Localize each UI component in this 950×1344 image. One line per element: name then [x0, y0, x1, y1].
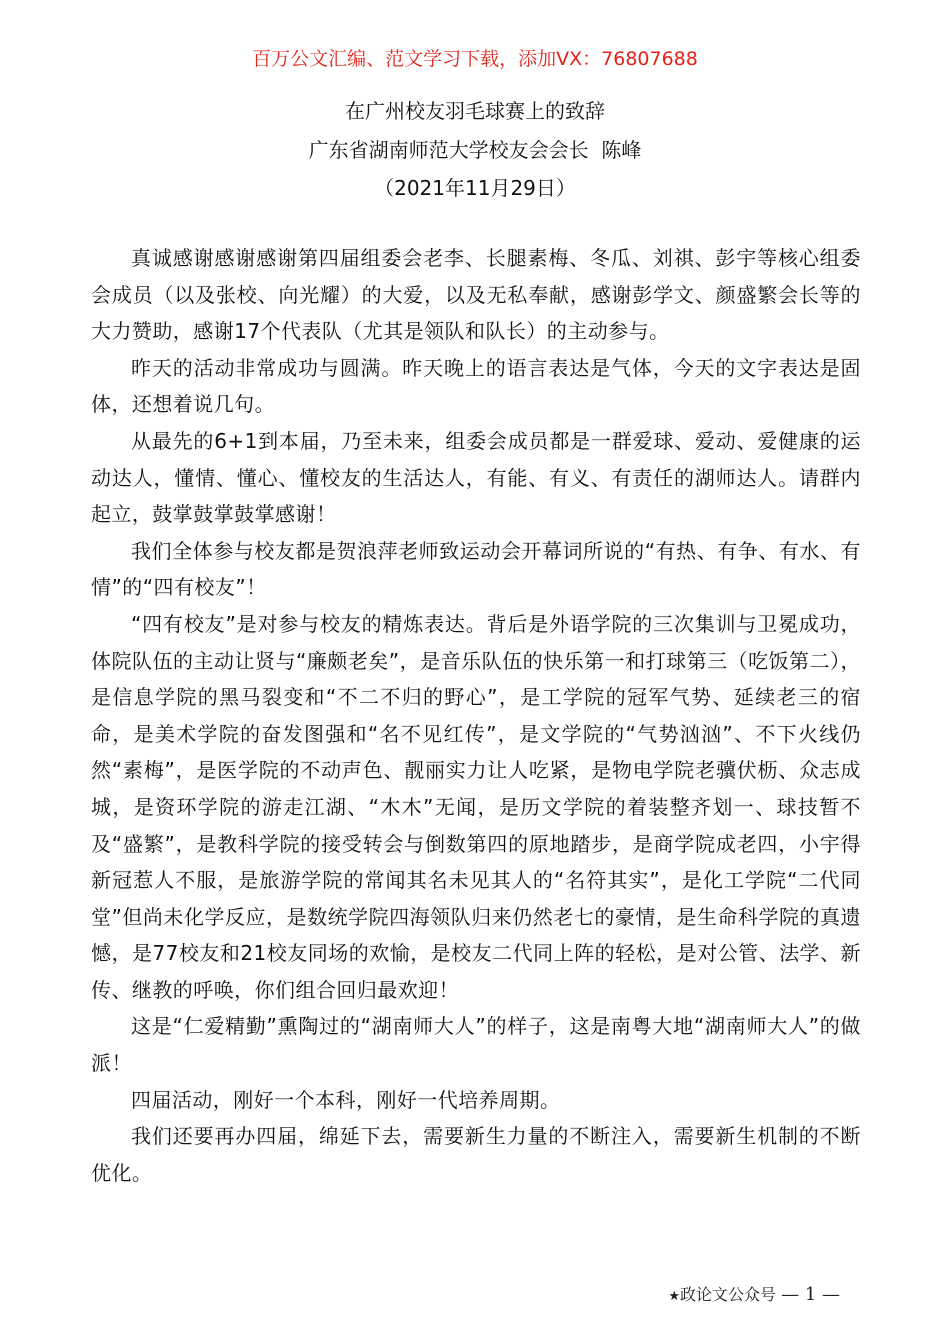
- speech-author: 广东省湖南师范大学校友会会长 陈峰: [308, 138, 642, 162]
- body-paragraph-3: 从最先的6+1到本届，乃至未来，组委会成员都是一群爱球、爱动、爱健康的运动达人，懂情、懂心、懂校友的生活达人，有能、有义、有责任的湖师达人。请群内起立，鼓掌鼓掌鼓掌感谢！: [91, 428, 861, 527]
- page-footer: [668, 1283, 840, 1309]
- speech-date: （2021年11月29日）: [374, 176, 576, 200]
- body-paragraph-8: 我们还要再办四届，绵延下去，需要新生力量的不断注入，需要新生机制的不断优化。: [91, 1124, 861, 1185]
- body-paragraph-5: “四有校友”是对参与校友的精炼表达。背后是外语学院的三次集训与卫冕成功，体院队伍的主动让贤与“廉颇老矣”，是音乐队伍的快乐第一和打球第三（吃饭第二），是信息学院的黑马裂变和“不二不归的野心”，是工学院的冠军气势、延续老三的宿命，是美术学院的奋发图强和“名不见红传”，是文学院的“气势汹汹”、不下火线仍然“素梅”，是医学院的不动声色、靓丽实力让人吃紧，是物电学院老骥伏枥、众志成城，是资环学院的游走江湖、“木木”无闻，是历文学院的着装整齐划一、球技暂不及“盛繁”，是教科学院的接受转会与倒数第四的原地踏步，是商学院成老四，小宇得新冠惹人不服，是旅游学院的常闻其名未见其人的“名符其实”，是化工学院“二代同堂”但尚未化学反应，是数统学院四海领队归来仍然老七的豪情，是生命科学院的真遗憾，是77校友和21校友同场的欢愉，是校友二代同上阵的轻松，是对公管、法学、新传、继教的呼唤，你们组合回归最欢迎！: [91, 611, 861, 1002]
- body-paragraph-1: 真诚感谢感谢感谢第四届组委会老李、长腿素梅、冬瓜、刘祺、彭宇等核心组委会成员（以及张校、向光耀）的大爱，以及无私奉献，感谢彭学文、颜盛繁会长等的大力赞助，感谢17个代表队（尤其是领队和队长）的主动参与。: [91, 246, 861, 344]
- promo-banner: 百万公文汇编、范文学习下载，添加VX：76807688: [252, 48, 698, 70]
- body-paragraph-4: 我们全体参与校友都是贺浪萍老师致运动会开幕词所说的“有热、有争、有水、有情”的“四有校友”！: [91, 538, 861, 600]
- footer-source: 政论文公众号: [679, 1285, 776, 1304]
- body-paragraph-7: 四届活动，刚好一个本科，刚好一代培养周期。: [131, 1087, 561, 1112]
- body-paragraph-6: 这是“仁爱精勤”熏陶过的“湖南师大人”的样子，这是南粤大地“湖南师大人”的做派！: [91, 1014, 861, 1076]
- star-icon: ★: [668, 1289, 680, 1304]
- page-number: — 1 —: [781, 1284, 840, 1305]
- body-paragraph-2: 昨天的活动非常成功与圆满。昨天晚上的语言表达是气体，今天的文字表达是固体，还想着说几句。: [91, 355, 861, 417]
- speech-title: 在广州校友羽毛球赛上的致辞: [345, 99, 605, 123]
- speech-body: [91, 240, 861, 1191]
